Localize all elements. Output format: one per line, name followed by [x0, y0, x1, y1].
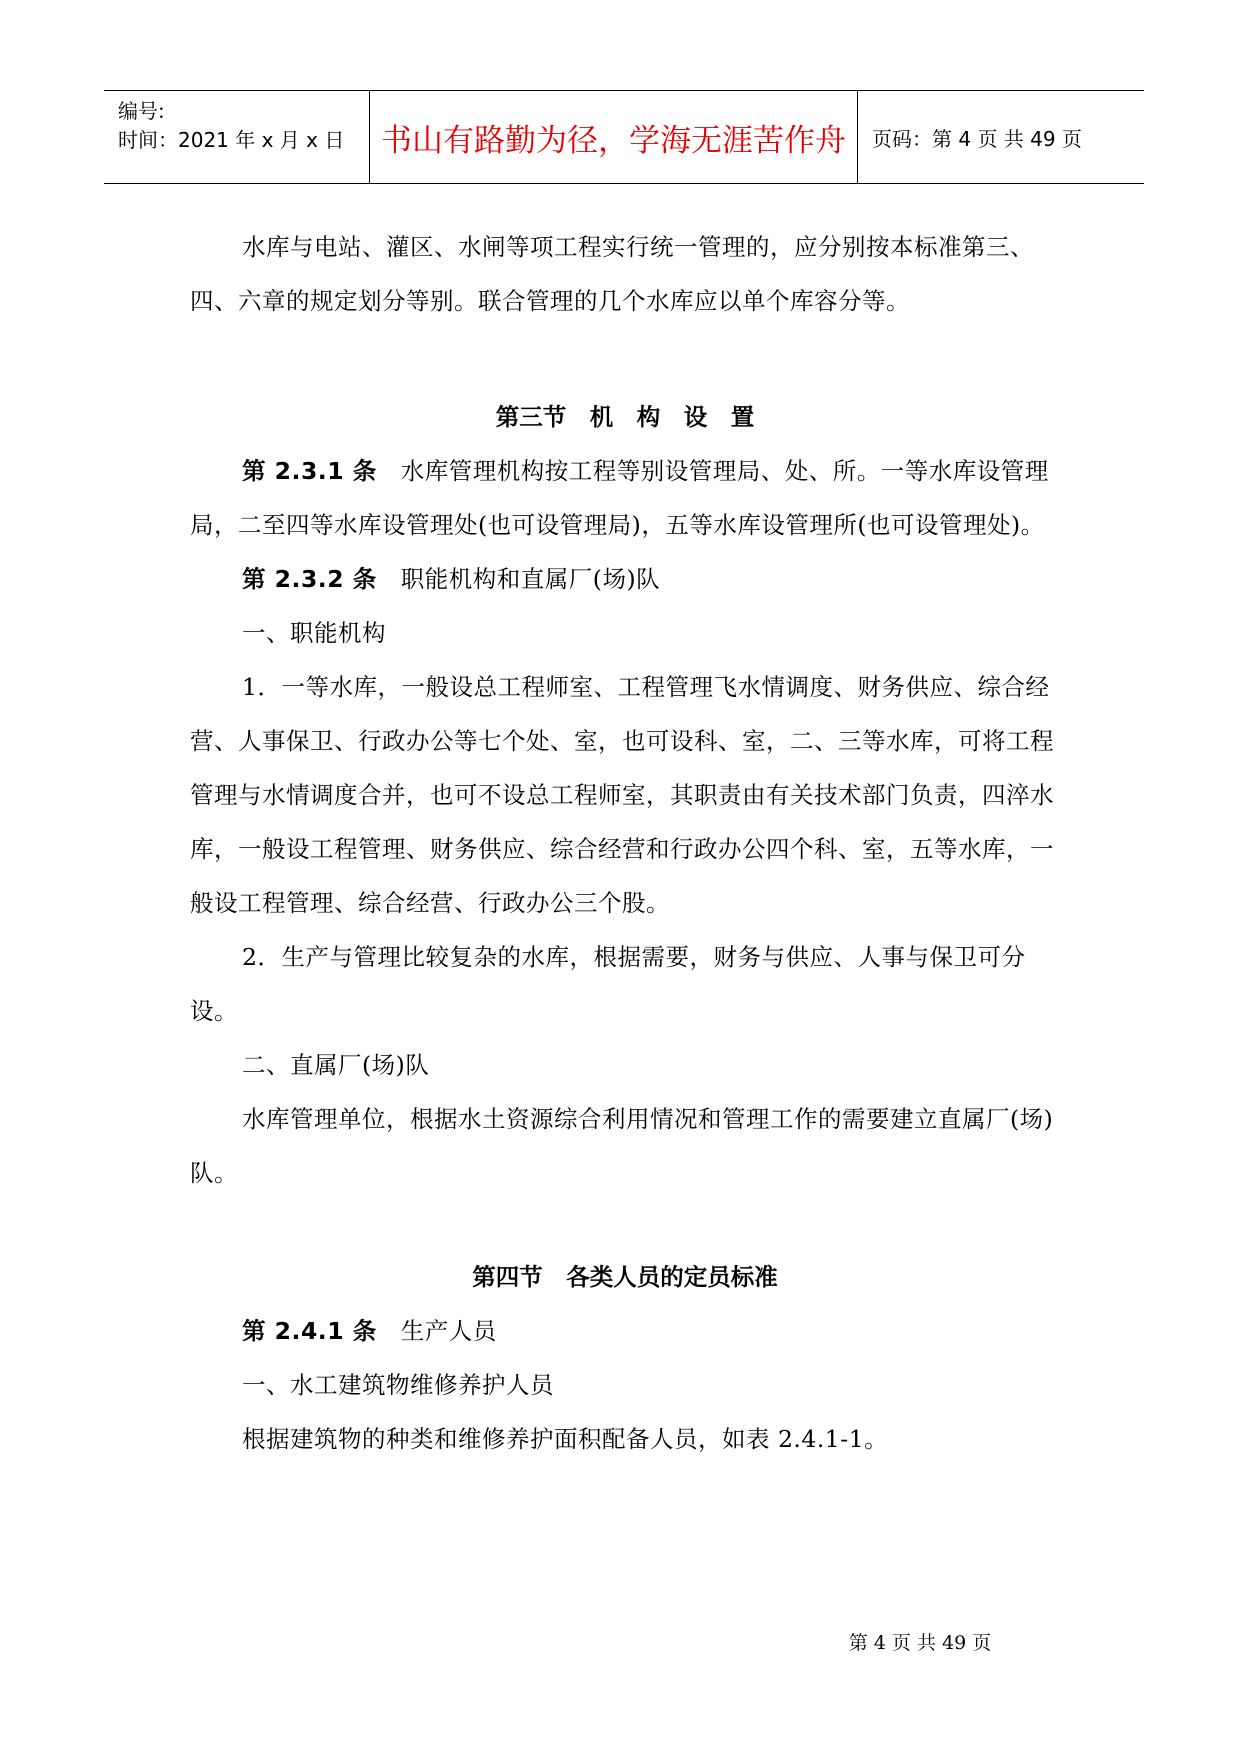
- subsection-title: 一、职能机构: [242, 619, 386, 647]
- article-label: 第 2.3.1 条: [242, 457, 377, 485]
- subsection-title: 二、直属厂(场)队: [242, 1051, 430, 1079]
- paragraph: 水库管理单位，根据水土资源综合利用情况和管理工作的需要建立直属厂(场)队。: [190, 1105, 1054, 1187]
- section-title: 第四节 各类人员的定员标准: [472, 1263, 778, 1291]
- article-text: 水库管理机构按工程等别设管理局、处、所。一等水库设管理局，二至四等水库设管理处(也可设管理局)，五等水库设管理所(也可设管理处)。: [190, 457, 1049, 539]
- article-2-4-1: [190, 1304, 1060, 1358]
- time-label: 时间：2021 年 x 月 x 日: [118, 128, 345, 152]
- section-title: 第三节 机 构 设 置: [495, 403, 755, 431]
- article-text: 职能机构和直属厂(场)队: [376, 565, 661, 593]
- header-motto: 书山有路勤为径，学海无涯苦作舟: [369, 91, 858, 183]
- article-label: 第 2.4.1 条: [242, 1317, 377, 1345]
- list-item: 1．一等水库，一般设总工程师室、工程管理飞水情调度、财务供应、综合经营、人事保卫、行政办公等七个处、室，也可设科、室，二、三等水库，可将工程管理与水情调度合并，也可不设总工程师室，其职责由有关技术部门负责，四淬水库，一般设工程管理、财务供应、综合经营和行政办公四个科、室，五等水库，一般设工程管理、综合经营、行政办公三个股。: [190, 673, 1054, 917]
- paragraph-intro: 水库与电站、灌区、水闸等项工程实行统一管理的，应分别按本标准第三、四、六章的规定划分等别。联合管理的几个水库应以单个库容分等。: [190, 233, 1034, 315]
- page-header: [104, 90, 1144, 184]
- document-body: [190, 220, 1060, 1466]
- header-page-info: 页码：第 4 页 共 49 页: [872, 126, 1082, 151]
- article-text: 生产人员: [376, 1317, 497, 1345]
- article-2-3-1: [190, 444, 1060, 552]
- page-footer: 第 4 页 共 49 页: [848, 1632, 992, 1654]
- article-label: 第 2.3.2 条: [242, 565, 377, 593]
- header-left: [118, 97, 344, 155]
- serial-label: 编号:: [118, 99, 165, 123]
- subsection-title: 一、水工建筑物维修养护人员: [242, 1371, 554, 1399]
- list-item: 2．生产与管理比较复杂的水库，根据需要，财务与供应、人事与保卫可分设。: [190, 943, 1026, 1025]
- paragraph: 根据建筑物的种类和维修养护面积配备人员，如表 2.4.1-1。: [242, 1425, 889, 1453]
- article-2-3-2: [190, 552, 1060, 606]
